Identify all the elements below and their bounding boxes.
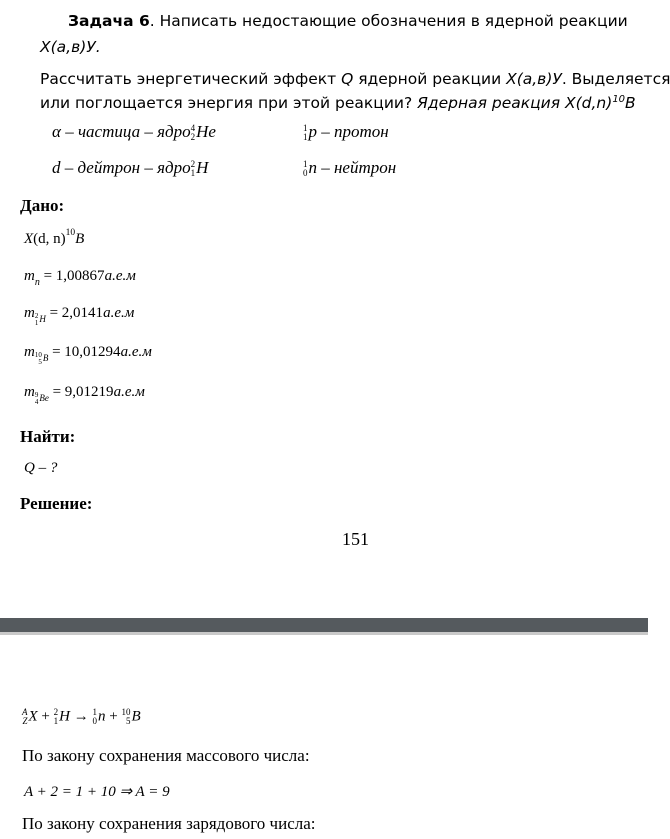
text-span: 5 — [38, 358, 42, 367]
text-span: – частица – ядро — [60, 122, 191, 141]
text-span: а.е.м — [120, 344, 152, 360]
solution-heading: Решение: — [20, 494, 93, 513]
task-paragraph-line2 — [40, 94, 636, 112]
text-span: n – нейтрон — [308, 158, 397, 177]
mass-index — [35, 352, 49, 366]
mass-index — [35, 313, 46, 327]
legend-alpha — [52, 122, 216, 142]
text-span: B — [625, 94, 636, 112]
find-value: Q – ? — [24, 460, 58, 476]
text-span: Х(а,в)У — [506, 70, 562, 88]
text-span: 1 — [303, 132, 308, 143]
nuclide-index — [35, 313, 39, 327]
text-span: d — [52, 158, 61, 177]
text-span: m — [24, 268, 35, 284]
text-span: H — [196, 158, 209, 177]
task-title-rest: . Написать недостающие обозначения в ядерной реакции — [149, 12, 628, 30]
text-span: = 1,00867 — [39, 268, 105, 284]
task-title — [68, 12, 628, 30]
given-mass-boron — [24, 344, 152, 367]
text-span: = 10,01294 — [48, 344, 121, 360]
text-span: 1 — [92, 707, 97, 717]
text-span: 0 — [303, 168, 308, 179]
nuclide-index — [191, 160, 196, 178]
text-span: Be — [39, 393, 49, 403]
text-span: 10 — [34, 351, 42, 360]
text-span: 2 — [190, 159, 196, 170]
text-span: X — [24, 231, 34, 247]
text-span: 4 — [34, 398, 39, 407]
nuclide-index — [191, 124, 196, 142]
nuclide-index — [121, 708, 130, 726]
given-mass-neutron — [24, 268, 136, 288]
nuclide-index — [35, 352, 42, 366]
text-span: m — [24, 344, 35, 360]
text-span: = 9,01219 — [48, 384, 114, 400]
mass-conservation-text: По закону сохранения массового числа: — [22, 746, 310, 765]
text-span: X — [28, 708, 38, 725]
text-span: 5 — [125, 716, 131, 726]
find-heading: Найти: — [20, 427, 76, 446]
reaction-equation — [22, 708, 141, 726]
text-span: m — [24, 305, 35, 321]
text-span: B — [131, 708, 141, 725]
text-span: H — [39, 314, 46, 324]
text-span: 10 — [121, 707, 131, 717]
text-span: а.е.м — [113, 384, 145, 400]
text-span: 2 — [53, 707, 59, 717]
nuclide-index — [54, 708, 59, 726]
mass-index — [35, 392, 49, 406]
text-span: n — [34, 277, 40, 288]
text-span: 1 — [303, 159, 308, 170]
text-span: 2 — [190, 132, 196, 143]
text-span: ядерной реакции — [353, 70, 507, 88]
text-span: p – протон — [308, 122, 389, 141]
text-span: или поглощается энергия при этой реакции? — [40, 94, 418, 112]
given-heading: Дано: — [20, 196, 65, 215]
text-span: 0 — [92, 716, 97, 726]
text-span: 1 — [190, 168, 196, 179]
page-separator-shadow — [0, 632, 648, 635]
text-span: m — [24, 384, 35, 400]
mass-conservation-equation: A + 2 = 1 + 10 ⇒ A = 9 — [24, 784, 170, 800]
text-span: B — [42, 353, 49, 363]
text-span: 9 — [34, 391, 39, 400]
charge-conservation-text: По закону сохранения зарядового числа: — [22, 814, 316, 833]
text-span: H — [59, 708, 70, 725]
text-span: B — [75, 231, 85, 247]
task-title-bold: Задача 6 — [68, 12, 150, 30]
text-span: Q — [341, 70, 354, 88]
page-number: 151 — [342, 529, 369, 549]
text-span: = 2,0141 — [45, 305, 104, 321]
text-span: . Выделяется — [561, 70, 670, 88]
text-span: 1 — [34, 319, 39, 328]
text-span: а.е.м — [104, 268, 136, 284]
legend-deuteron — [52, 158, 208, 178]
nuclide-index — [92, 708, 97, 726]
text-span: + — [37, 708, 54, 725]
legend-neutron — [303, 158, 396, 178]
nuclide-index — [303, 124, 308, 142]
text-span: Z — [22, 716, 28, 726]
text-span: 2 — [34, 312, 39, 321]
text-span: Ядерная реакция X(d,n) — [417, 94, 613, 112]
given-reaction — [24, 228, 85, 248]
text-span: 1 — [303, 123, 308, 134]
nuclide-index — [303, 160, 308, 178]
text-span: 10 — [612, 94, 626, 105]
text-span: 4 — [190, 123, 196, 134]
given-mass-beryllium — [24, 384, 145, 407]
text-span: 1 — [53, 716, 59, 726]
text-span: α — [52, 122, 61, 141]
nuclide-index — [35, 392, 39, 406]
given-mass-deuterium — [24, 305, 135, 328]
page-separator — [0, 618, 648, 632]
text-span: → — [69, 708, 93, 725]
legend-proton — [303, 122, 389, 142]
text-span: + — [105, 708, 122, 725]
text-span: He — [196, 122, 216, 141]
text-span: Рассчитать энергетический эффект — [40, 70, 342, 88]
text-span: а.е.м — [103, 305, 135, 321]
text-span: (d, n) — [33, 231, 66, 247]
text-span: – дейтрон – ядро — [60, 158, 191, 177]
task-title-line2: Х(а,в)У. — [40, 38, 101, 56]
nuclide-index — [22, 708, 28, 726]
text-span: A — [22, 707, 28, 717]
text-span: n — [97, 708, 106, 725]
text-span: 10 — [65, 228, 76, 238]
task-paragraph-line1 — [40, 70, 670, 88]
